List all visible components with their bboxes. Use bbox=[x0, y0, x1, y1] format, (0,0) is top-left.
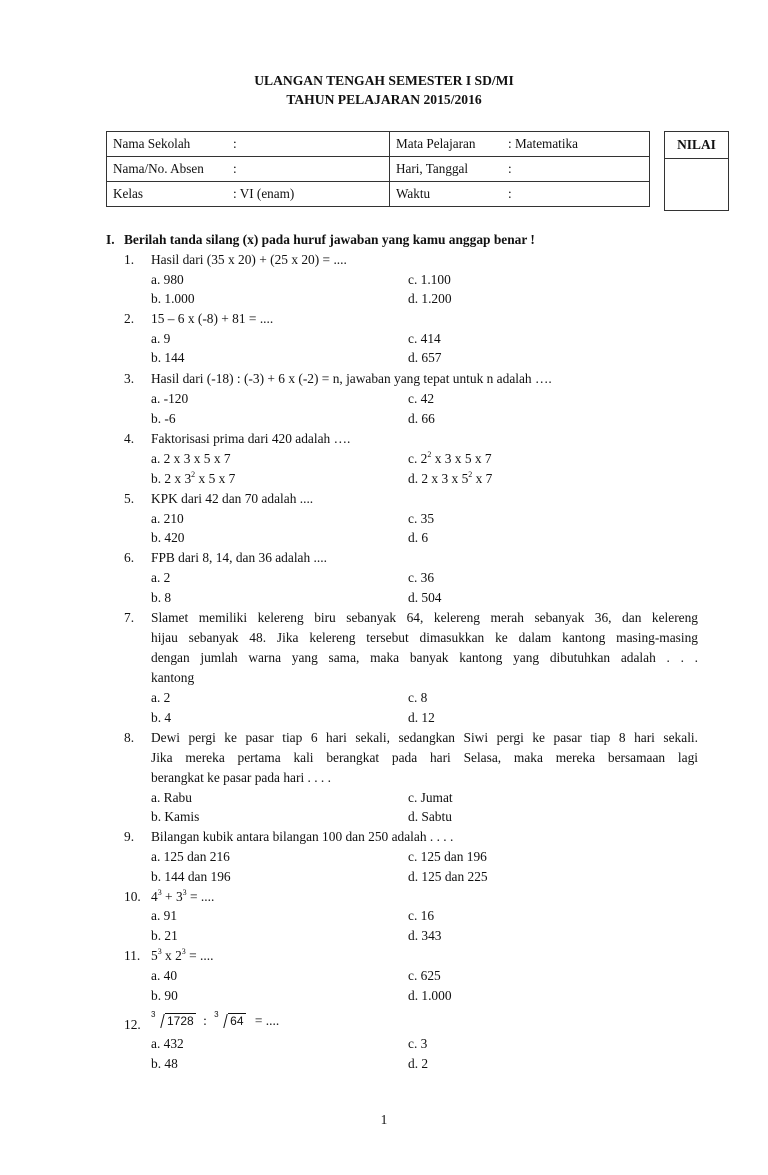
option-b[interactable]: b. 48 bbox=[151, 1056, 178, 1071]
option-c[interactable]: c. 16 bbox=[408, 908, 435, 923]
label-nama-sekolah: Nama Sekolah bbox=[107, 132, 228, 157]
option-c[interactable]: c. $2^2$ x 3 x 5 x 7 bbox=[408, 450, 492, 466]
option-a[interactable]: a. 9 bbox=[151, 331, 171, 346]
option-c[interactable]: c. 3 bbox=[408, 1036, 428, 1051]
option-a[interactable]: a. 40 bbox=[151, 968, 178, 983]
option-d[interactable]: d. 343 bbox=[408, 928, 442, 943]
question-number: 6. bbox=[124, 550, 135, 565]
option-a[interactable]: a. 210 bbox=[151, 511, 184, 526]
question-text-line: hijau sebanyak 48. Jika kelereng tersebut dimasukkan ke dalam kantong masing-masing bbox=[151, 630, 698, 645]
question-text-line: Dewi pergi ke pasar tiap 6 hari sekali, sedangkan Siwi pergi ke pasar tiap 8 hari sekali. bbox=[151, 730, 698, 745]
option-d[interactable]: d. 125 dan 225 bbox=[408, 869, 488, 884]
option-c[interactable]: c. 414 bbox=[408, 331, 441, 346]
info-row bbox=[107, 157, 650, 182]
label-mata-pelajaran: Mata Pelajaran bbox=[390, 132, 503, 157]
student-info-table bbox=[106, 131, 650, 207]
info-row bbox=[107, 182, 650, 207]
option-c[interactable]: c. 8 bbox=[408, 690, 428, 705]
option-b[interactable]: b. 8 bbox=[151, 590, 172, 605]
question-number: 9. bbox=[124, 829, 135, 844]
question-text: Hasil dari (35 x 20) + (25 x 20) = .... bbox=[151, 252, 347, 267]
field-nama-sekolah[interactable]: : bbox=[227, 132, 390, 157]
option-d[interactable]: d. 657 bbox=[408, 350, 442, 365]
question-text-line: berangkat ke pasar pada hari . . . . bbox=[151, 770, 331, 785]
question-text: Hasil dari (-18) : (-3) + 6 x (-2) = n, jawaban yang tepat untuk n adalah …. bbox=[151, 371, 552, 386]
field-waktu[interactable]: : bbox=[502, 182, 650, 207]
option-d[interactable]: d. Sabtu bbox=[408, 809, 452, 824]
question-text: KPK dari 42 dan 70 adalah .... bbox=[151, 491, 314, 506]
question-number: 12. bbox=[124, 1017, 141, 1032]
option-d[interactable]: d. 12 bbox=[408, 710, 435, 725]
option-a[interactable]: a. -120 bbox=[151, 391, 189, 406]
option-b[interactable]: b. 21 bbox=[151, 928, 178, 943]
question-number: 10. bbox=[124, 889, 141, 904]
option-a[interactable]: a. 91 bbox=[151, 908, 178, 923]
option-b[interactable]: b. 90 bbox=[151, 988, 178, 1003]
option-a[interactable]: a. 2 bbox=[151, 570, 171, 585]
option-d[interactable]: d. 1.200 bbox=[408, 291, 452, 306]
score-label: NILAI bbox=[665, 132, 728, 159]
option-c[interactable]: c. 35 bbox=[408, 511, 435, 526]
option-a[interactable]: a. 980 bbox=[151, 272, 184, 287]
label-kelas: Kelas bbox=[107, 182, 228, 207]
section-number: I. bbox=[106, 232, 115, 247]
option-c[interactable]: c. 42 bbox=[408, 391, 435, 406]
cube-root-1728: 3 1728 bbox=[151, 1010, 194, 1028]
cube-root-64: 3 64 bbox=[214, 1010, 244, 1028]
question-text: $4^3 + 3^3$ = .... bbox=[151, 888, 215, 904]
question-text: $5^3$ x $2^3$ = .... bbox=[151, 947, 214, 963]
option-d[interactable]: d. 1.000 bbox=[408, 988, 452, 1003]
question-number: 4. bbox=[124, 431, 135, 446]
option-c[interactable]: c. 125 dan 196 bbox=[408, 849, 487, 864]
option-a[interactable]: a. 2 bbox=[151, 690, 171, 705]
option-d[interactable]: d. 66 bbox=[408, 411, 435, 426]
option-a[interactable]: a. 432 bbox=[151, 1036, 184, 1051]
option-c[interactable]: c. 1.100 bbox=[408, 272, 451, 287]
question-text: 15 – 6 x (-8) + 81 = .... bbox=[151, 311, 274, 326]
question-text: Bilangan kubik antara bilangan 100 dan 250 adalah . . . . bbox=[151, 829, 454, 844]
question-number: 8. bbox=[124, 730, 135, 745]
exam-title: ULANGAN TENGAH SEMESTER I SD/MI bbox=[254, 73, 514, 88]
field-mata-pelajaran: : Matematika bbox=[502, 132, 650, 157]
question-number: 5. bbox=[124, 491, 135, 506]
academic-year: TAHUN PELAJARAN 2015/2016 bbox=[286, 92, 482, 107]
field-kelas: : VI (enam) bbox=[227, 182, 390, 207]
option-d[interactable]: d. 6 bbox=[408, 530, 429, 545]
option-d[interactable]: d. 504 bbox=[408, 590, 442, 605]
option-c[interactable]: c. 625 bbox=[408, 968, 441, 983]
question-number: 2. bbox=[124, 311, 135, 326]
question-number: 1. bbox=[124, 252, 135, 267]
label-waktu: Waktu bbox=[390, 182, 503, 207]
option-b[interactable]: b. 4 bbox=[151, 710, 172, 725]
question-text-line: dengan jumlah warna yang sama, maka banyak kantong yang dibutuhkan adalah . . . bbox=[151, 650, 698, 665]
score-box[interactable] bbox=[664, 131, 729, 211]
page-number: 1 bbox=[380, 1112, 388, 1127]
label-nama-absen: Nama/No. Absen bbox=[107, 157, 228, 182]
option-a[interactable]: a. 2 x 3 x 5 x 7 bbox=[151, 451, 231, 466]
option-b[interactable]: b. Kamis bbox=[151, 809, 200, 824]
label-hari-tanggal: Hari, Tanggal bbox=[390, 157, 503, 182]
option-b[interactable]: b. 144 bbox=[151, 350, 185, 365]
option-d[interactable]: d. 2 bbox=[408, 1056, 429, 1071]
question-number: 7. bbox=[124, 610, 135, 625]
question-number: 11. bbox=[124, 948, 141, 963]
question-text-line: kantong bbox=[151, 670, 195, 685]
question-text-line: Slamet memiliki kelereng biru sebanyak 64, kelereng merah sebanyak 36, dan kelereng bbox=[151, 610, 698, 625]
option-c[interactable]: c. Jumat bbox=[408, 790, 453, 805]
option-c[interactable]: c. 36 bbox=[408, 570, 435, 585]
field-hari-tanggal[interactable]: : bbox=[502, 157, 650, 182]
option-b[interactable]: b. -6 bbox=[151, 411, 176, 426]
question-text: 3 1728 : 3 64 = .... bbox=[151, 1010, 280, 1028]
option-b[interactable]: b. 2 x $3^2$ x 5 x 7 bbox=[151, 470, 236, 486]
option-a[interactable]: a. Rabu bbox=[151, 790, 192, 805]
field-nama-absen[interactable]: : bbox=[227, 157, 390, 182]
option-b[interactable]: b. 420 bbox=[151, 530, 185, 545]
question-number: 3. bbox=[124, 371, 135, 386]
option-d[interactable]: d. 2 x 3 x $5^2$ x 7 bbox=[408, 470, 493, 486]
question-text: FPB dari 8, 14, dan 36 adalah .... bbox=[151, 550, 327, 565]
option-a[interactable]: a. 125 dan 216 bbox=[151, 849, 230, 864]
question-text-line: Jika mereka pertama kali berangkat pada hari Selasa, maka mereka bersamaan lagi bbox=[151, 750, 698, 765]
question-text: Faktorisasi prima dari 420 adalah …. bbox=[151, 431, 351, 446]
info-row bbox=[107, 132, 650, 157]
section-instruction: Berilah tanda silang (x) pada huruf jawaban yang kamu anggap benar ! bbox=[124, 232, 535, 247]
option-b[interactable]: b. 1.000 bbox=[151, 291, 195, 306]
option-b[interactable]: b. 144 dan 196 bbox=[151, 869, 231, 884]
